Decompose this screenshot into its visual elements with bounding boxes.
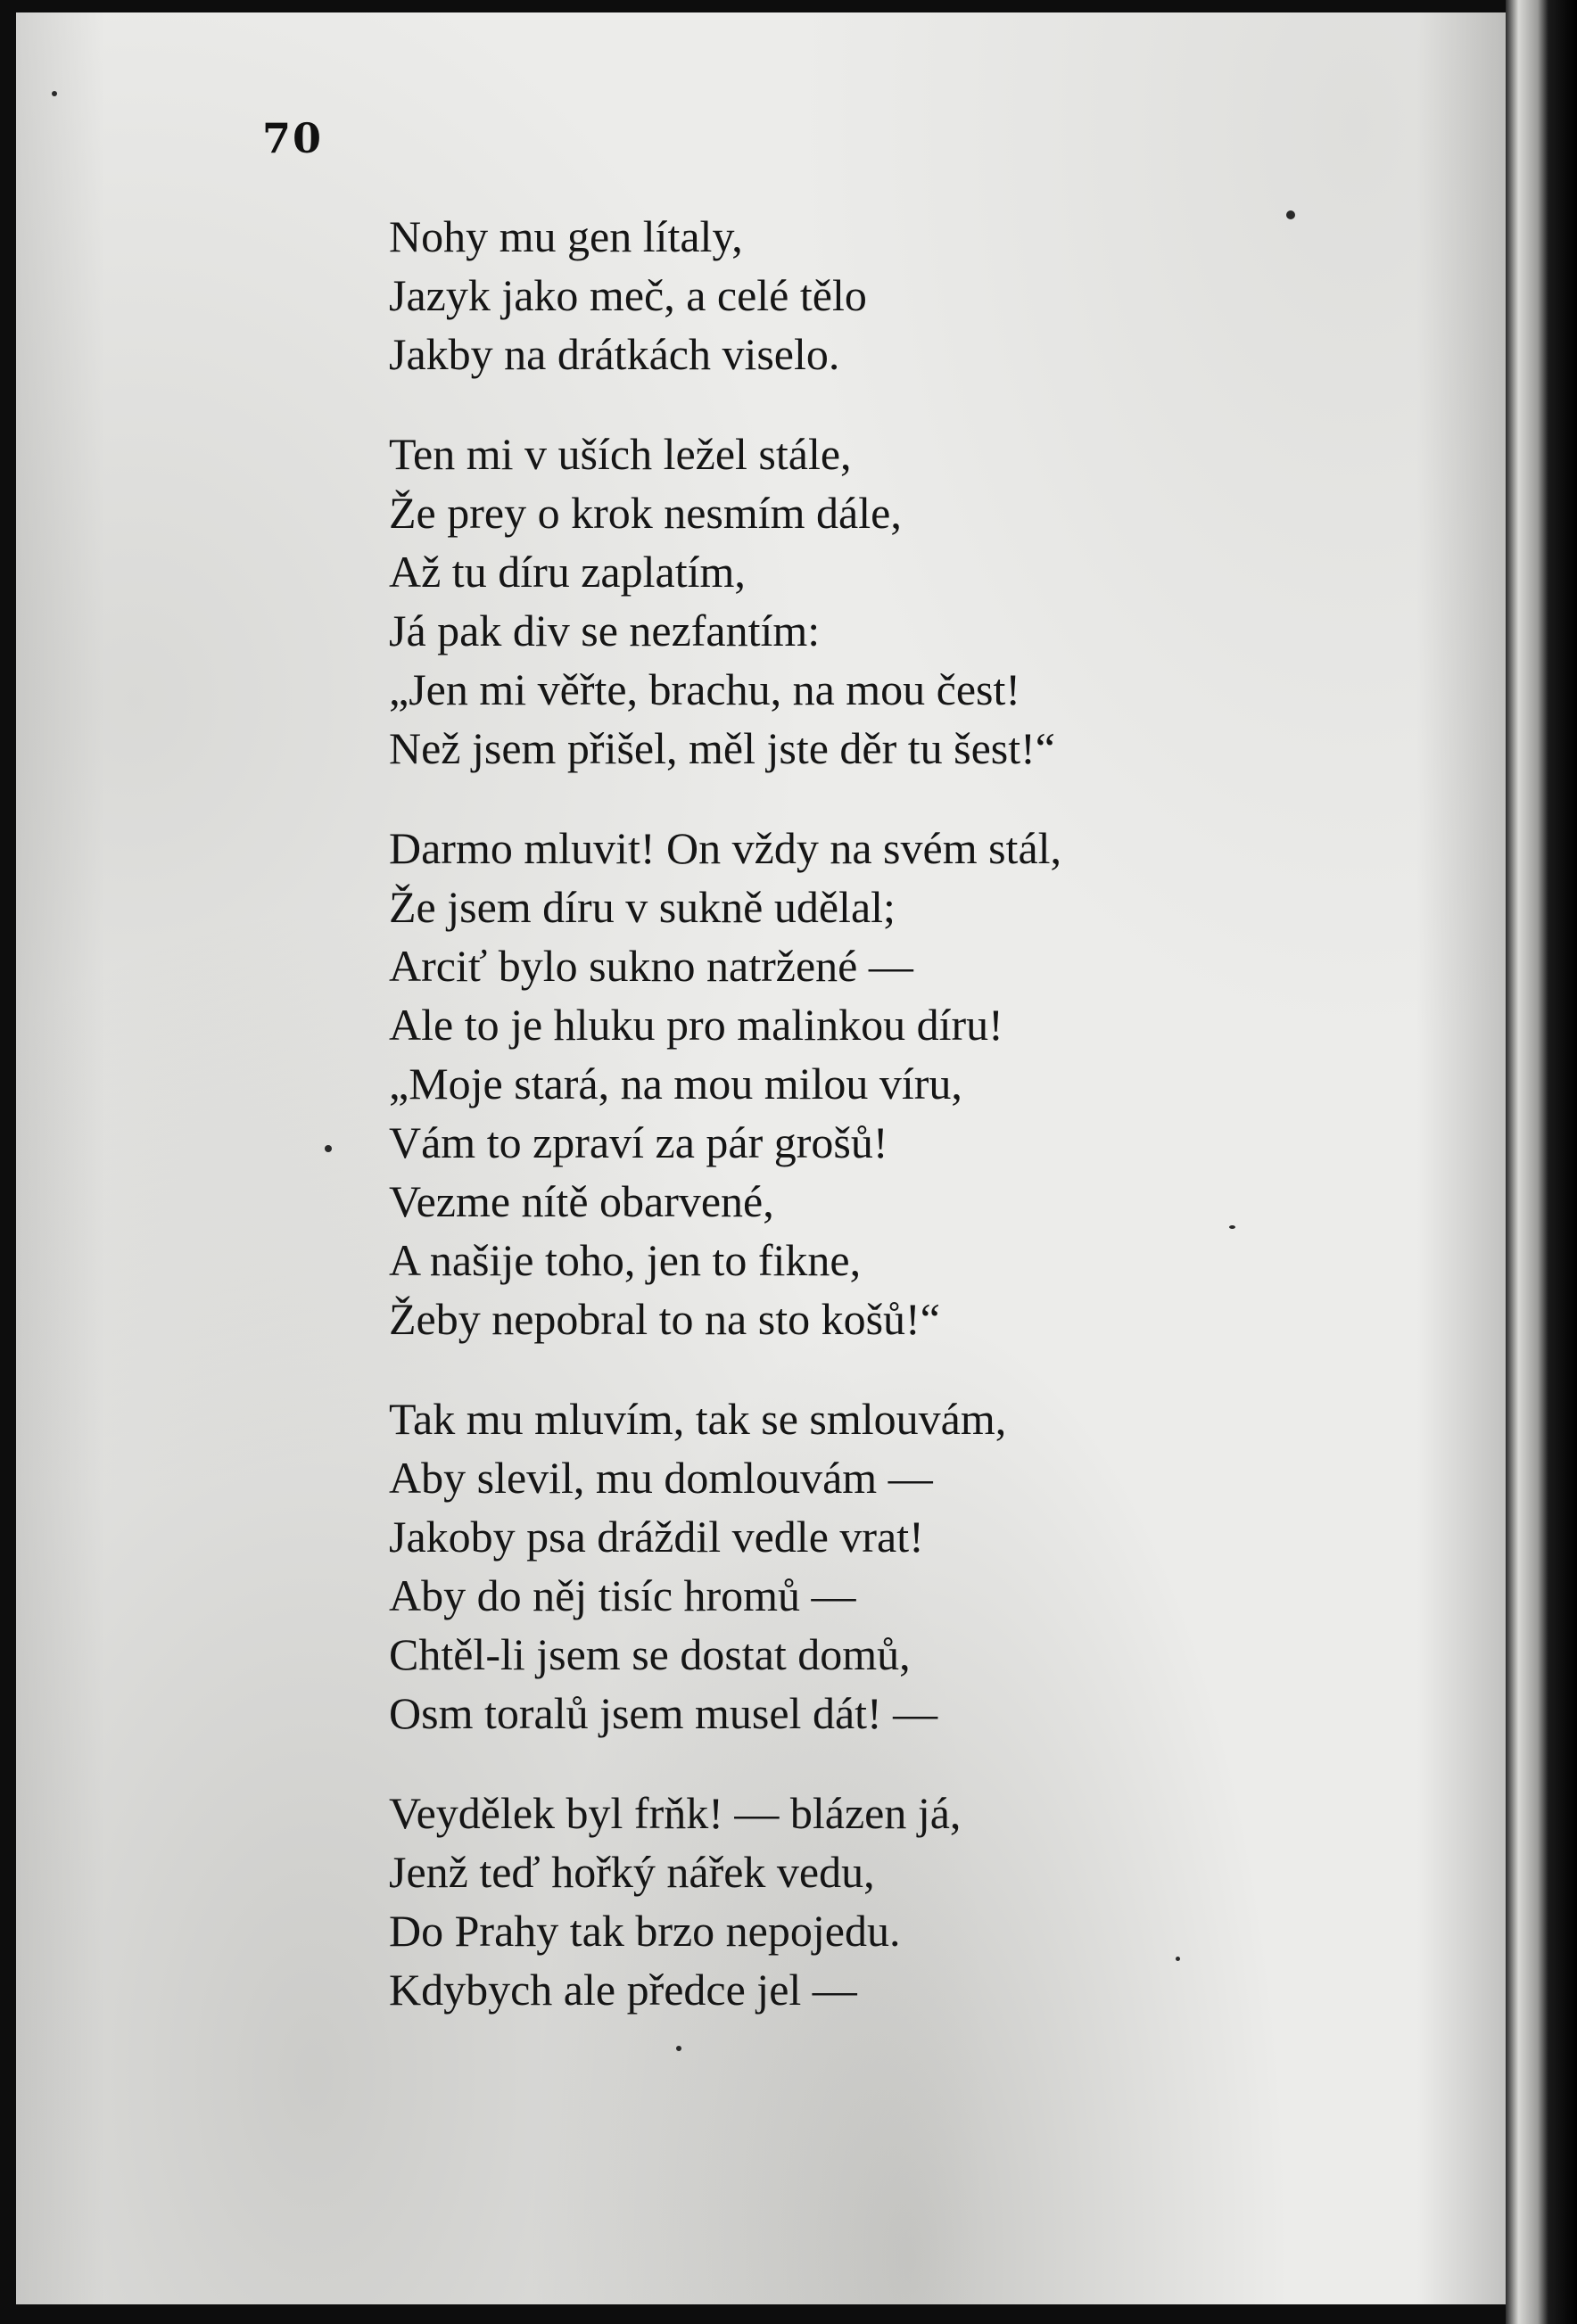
poem-line: Veydělek byl frňk! — blázen já, bbox=[389, 1788, 962, 1838]
poem-line: „Jen mi věřte, brachu, na mou čest! bbox=[389, 664, 1021, 714]
poem-line: Darmo mluvit! On vždy na svém stál, bbox=[389, 823, 1062, 873]
poem-line: Aby slevil, mu domlouvám — bbox=[389, 1453, 933, 1503]
poem-line: Tak mu mluvím, tak se smlouvám, bbox=[389, 1394, 1007, 1444]
poem-line: Že prey o krok nesmím dále, bbox=[389, 488, 902, 538]
ink-speck bbox=[52, 91, 57, 96]
poem-line: Než jsem přišel, měl jste děr tu šest!“ bbox=[389, 723, 1055, 773]
poem-line: Kdybych ale předce jel — bbox=[389, 1965, 857, 2015]
poem-line: Žeby nepobral to na sto košů!“ bbox=[389, 1294, 940, 1344]
poem-line: Do Prahy tak brzo nepojedu. bbox=[389, 1906, 901, 1956]
poem-line: Až tu díru zaplatím, bbox=[389, 547, 746, 597]
poem-line: Arciť bylo sukno natržené — bbox=[389, 941, 913, 991]
poem-line: Vezme nítě obarvené, bbox=[389, 1176, 774, 1226]
poem-line: Jakoby psa dráždil vedle vrat! bbox=[389, 1512, 924, 1562]
stanza bbox=[389, 424, 1281, 778]
poem-line: Jenž teď hořký nářek vedu, bbox=[389, 1847, 875, 1897]
poem-line: „Moje stará, na mou milou víru, bbox=[389, 1059, 962, 1108]
poem-line: A našije toho, jen to fikne, bbox=[389, 1235, 862, 1285]
poem-text bbox=[389, 207, 1281, 2060]
page-number: 70 bbox=[262, 114, 324, 162]
poem-line: Aby do něj tisíc hromů — bbox=[389, 1570, 856, 1620]
poem-line: Nohy mu gen lítaly, bbox=[389, 211, 743, 261]
poem-line: Jakby na drátkách viselo. bbox=[389, 329, 840, 379]
poem-line: Ale to je hluku pro malinkou díru! bbox=[389, 1000, 1003, 1050]
stanza bbox=[389, 1389, 1281, 1743]
poem-line: Jazyk jako meč, a celé tělo bbox=[389, 270, 867, 320]
poem-line: Že jsem díru v sukně udělal; bbox=[389, 882, 896, 932]
poem-line: Vám to zpraví za pár grošů! bbox=[389, 1117, 888, 1167]
poem-line: Osm toralů jsem musel dát! — bbox=[389, 1688, 938, 1738]
ink-speck bbox=[325, 1145, 332, 1152]
stanza bbox=[389, 207, 1281, 383]
poem-line: Chtěl-li jsem se dostat domů, bbox=[389, 1629, 911, 1679]
stanza bbox=[389, 819, 1281, 1348]
poem-line: Ten mi v uších ležel stále, bbox=[389, 429, 852, 479]
ink-speck bbox=[1286, 210, 1295, 219]
poem-line: Já pak div se nezfantím: bbox=[389, 606, 821, 655]
stanza bbox=[389, 1784, 1281, 2019]
book-spine-edge bbox=[1506, 0, 1577, 2324]
